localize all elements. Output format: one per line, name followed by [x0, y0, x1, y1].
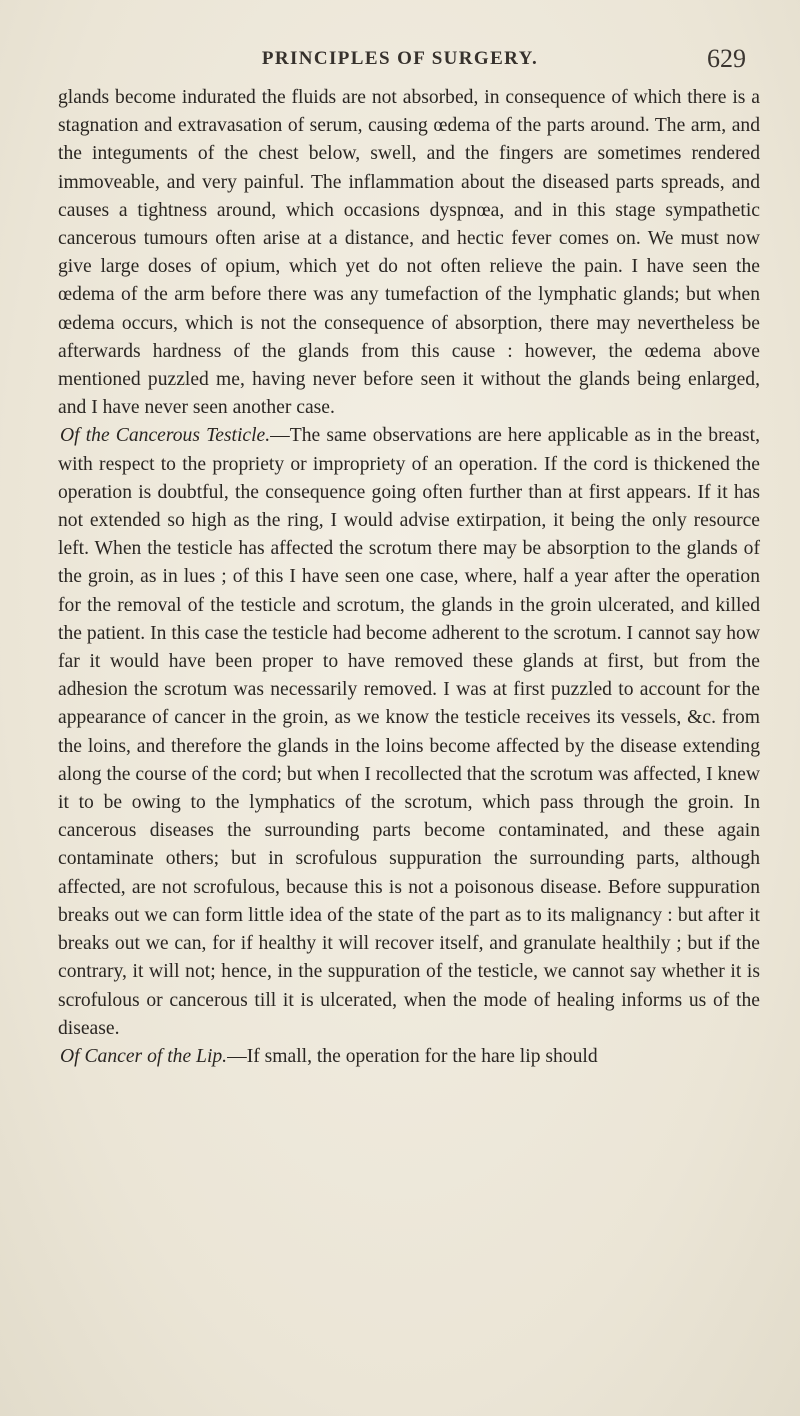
body-text: [58, 84, 760, 1071]
section-heading-testicle: Of the Cancerous Testicle.: [60, 425, 271, 447]
running-head: [0, 44, 800, 78]
paragraph-text: —If small, the operation for the hare lip should: [227, 1045, 598, 1067]
paragraph-cancerous-testicle: [58, 422, 760, 1042]
page-number: 629: [707, 44, 746, 73]
paragraph-text: —The same observations are here applicable as in the breast, with respect to the propriety or impropriety of an operation. If the cord is thickened the operation is doubtful, the consequence going often further than at first appears. If it has not extended so high as the ring, I would advise extirpation, it being the only resource left. When the testicle has affected the scrotum there may be absorption to the glands of the groin, as in lues ; of this I have seen one case, where, half a year after the operation for the removal of the testicle and scrotum, the glands in the groin ulcerated, and killed the patient. In this case the testicle had become adherent to the scrotum. I cannot say how far it would have been proper to have removed these glands at first, but from the adhesion the scrotum was necessarily removed. I was at first puzzled to account for the appearance of cancer in the groin, as we know the testicle receives its vessels, &c. from the loins, and therefore the glands in the loins become affected by the disease extending along the course of the cord; but when I recollected that the scrotum was affected, I knew it to be owing to the lymphatics of the scrotum, which pass through the groin. In cancerous diseases the surrounding parts become contaminated, and these again contaminate others; but in scrofulous suppuration the surrounding parts, although affected, are not scrofulous, because this is not a poisonous disease. Before suppuration breaks out we can form little idea of the state of the part as to its malignancy : but after it breaks out we can, for if healthy it will recover itself, and granulate healthily ; but if the contrary, it will not; hence, in the suppuration of the testicle, we cannot say whether it is scrofulous or cancerous till it is ulcerated, when the mode of healing informs us of the disease.: [58, 425, 760, 1039]
paragraph-cancer-of-lip: [58, 1043, 760, 1071]
paragraph-text: glands become indurated the fluids are not absorbed, in consequence of which there is a stagnation and extravasation of serum, causing œdema of the parts around. The arm, and the integuments of the chest below, swell, and the fingers are sometimes rendered immoveable, and very painful. The inflammation about the diseased parts spreads, and causes a tightness around, which occasions dyspnœa, and in this stage sympathetic cancerous tumours often arise at a distance, and hectic fever comes on. We must now give large doses of opium, which yet do not often relieve the pain. I have seen the œdema of the arm before there was any tumefaction of the lymphatic glands; but when œdema occurs, which is not the consequence of absorption, there may nevertheless be afterwards hardness of the glands from this cause : however, the œdema above mentioned puzzled me, having never before seen it without the glands being enlarged, and I have never seen another case.: [58, 87, 760, 419]
section-heading-lip: Of Cancer of the Lip.: [60, 1045, 228, 1067]
paragraph-breast-continuation: [58, 84, 760, 422]
running-head-title: PRINCIPLES OF SURGERY.: [261, 48, 539, 69]
